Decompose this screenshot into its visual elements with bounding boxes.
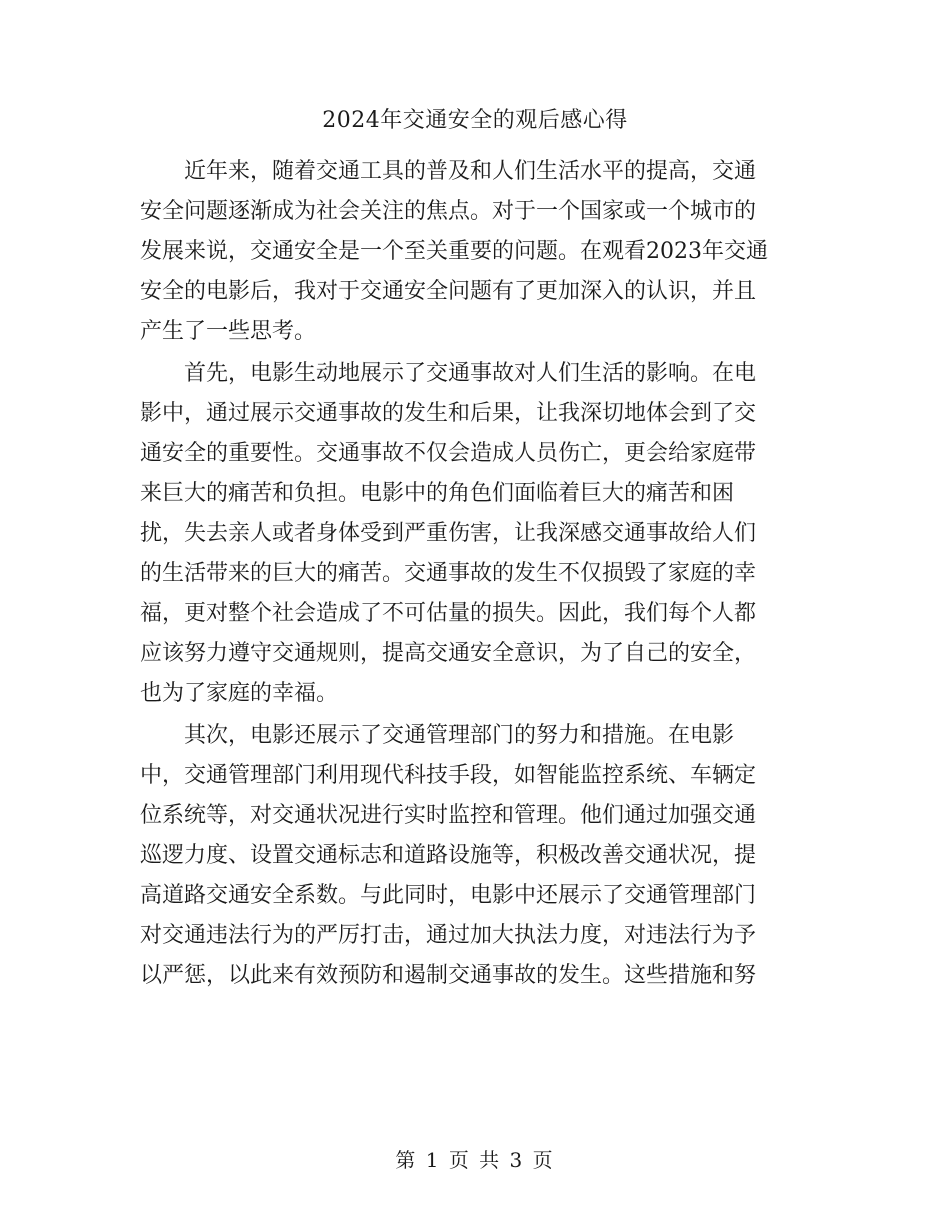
paragraph-line: 产生了一些思考。: [140, 319, 317, 344]
paragraph-line: 对交通违法行为的严厉打击，通过加大执法力度，对违法行为予: [140, 923, 757, 948]
paragraph-line: 的生活带来的巨大的痛苦。交通事故的发生不仅损毁了家庭的幸: [140, 561, 757, 586]
paragraph-line: 安全的电影后，我对于交通安全问题有了更加深入的认识，并且: [140, 279, 757, 304]
paragraph-line: 高道路交通安全系数。与此同时，电影中还展示了交通管理部门: [140, 883, 757, 908]
page-number-footer: 第 1 页 共 3 页: [395, 1148, 555, 1172]
paragraph-1: [140, 152, 810, 352]
paragraph-line: 影中，通过展示交通事故的发生和后果，让我深切地体会到了交: [140, 401, 757, 426]
paragraph-line: 通安全的重要性。交通事故不仅会造成人员伤亡，更会给家庭带: [140, 441, 757, 466]
paragraph-line: 近年来，随着交通工具的普及和人们生活水平的提高，交通: [184, 159, 757, 184]
document-body: [140, 152, 810, 996]
document-title: 2024年交通安全的观后感心得: [322, 108, 628, 133]
paragraph-line: 扰，失去亲人或者身体受到严重伤害，让我深感交通事故给人们: [140, 521, 757, 546]
paragraph-line: 安全问题逐渐成为社会关注的焦点。对于一个国家或一个城市的: [140, 199, 757, 224]
paragraph-line: 首先，电影生动地展示了交通事故对人们生活的影响。在电: [184, 361, 757, 386]
paragraph-line: 应该努力遵守交通规则，提高交通安全意识，为了自己的安全，: [140, 641, 757, 666]
paragraph-line: 来巨大的痛苦和负担。电影中的角色们面临着巨大的痛苦和困: [140, 481, 735, 506]
paragraph-line: 也为了家庭的幸福。: [140, 681, 339, 706]
paragraph-2: [140, 354, 810, 714]
paragraph-line: 发展来说，交通安全是一个至关重要的问题。在观看2023年交通: [140, 239, 768, 264]
paragraph-line: 巡逻力度、设置交通标志和道路设施等，积极改善交通状况，提: [140, 843, 757, 868]
paragraph-line: 中，交通管理部门利用现代科技手段，如智能监控系统、车辆定: [140, 763, 757, 788]
paragraph-line: 位系统等，对交通状况进行实时监控和管理。他们通过加强交通: [140, 803, 757, 828]
paragraph-line: 以严惩，以此来有效预防和遏制交通事故的发生。这些措施和努: [140, 963, 757, 988]
paragraph-line: 其次，电影还展示了交通管理部门的努力和措施。在电影: [184, 723, 735, 748]
paragraph-3: [140, 716, 810, 996]
paragraph-line: 福，更对整个社会造成了不可估量的损失。因此，我们每个人都: [140, 601, 757, 626]
